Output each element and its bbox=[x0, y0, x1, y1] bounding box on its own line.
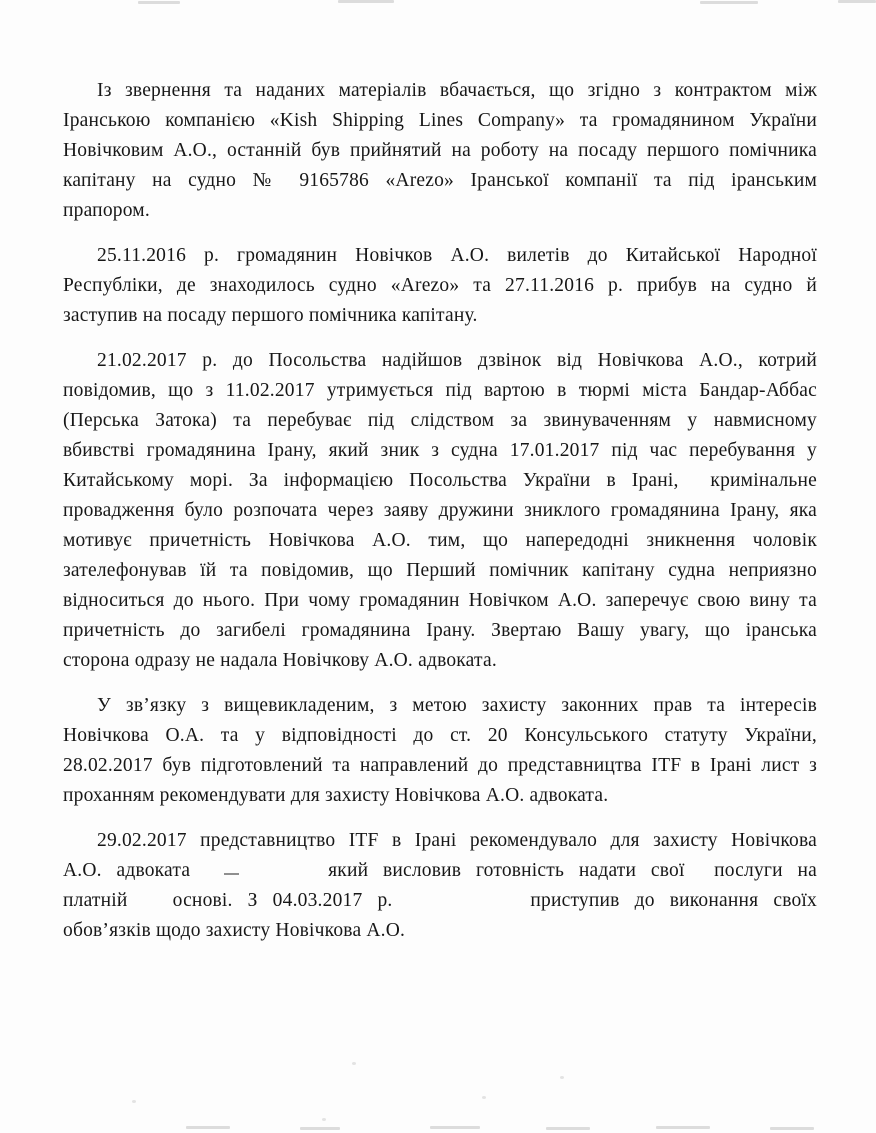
scan-artifact bbox=[138, 1, 180, 4]
scan-speck bbox=[352, 1062, 356, 1065]
text-line: Із звернення та наданих матеріалів вбачається, що згідно з контрактом між bbox=[97, 80, 817, 101]
scan-artifact bbox=[700, 1, 758, 4]
text-line: проханням рекомендувати для захисту Новічкова А.О. адвоката. bbox=[63, 785, 609, 806]
text-line-with-redaction-gap: платній основі. З 04.03.2017 р. приступив до виконання своїх bbox=[63, 890, 817, 911]
scan-artifact bbox=[838, 0, 876, 3]
text-line: капітану на судно № 9165786 «Arezo» Іранської компанії та під іранським bbox=[63, 170, 817, 191]
scan-artifact bbox=[338, 0, 394, 3]
text-line: сторона одразу не надала Новічкову А.О. адвоката. bbox=[63, 650, 497, 671]
text-line: (Перська Затока) та перебуває під слідством за звинуваченням у навмисному bbox=[63, 410, 817, 431]
scan-speck bbox=[132, 1100, 136, 1103]
paragraph bbox=[63, 241, 817, 331]
scan-speck bbox=[482, 1096, 486, 1099]
text-line: Новічкова О.А. та у відповідності до ст. 20 Консульського статуту України, bbox=[63, 725, 817, 746]
text-line: 21.02.2017 р. до Посольства надійшов дзвінок від Новічкова А.О., котрий bbox=[97, 350, 817, 371]
scan-artifact bbox=[300, 1127, 340, 1130]
text-line: У зв’язку з вищевикладеним, з метою захисту законних прав та інтересів bbox=[97, 695, 817, 716]
text-line: Республіки, де знаходилось судно «Arezo» та 27.11.2016 р. прибув на судно й bbox=[63, 275, 817, 296]
text-line: обов’язків щодо захисту Новічкова А.О. bbox=[63, 920, 406, 941]
scan-speck bbox=[322, 1118, 326, 1121]
text-line-with-redaction-gap: А.О. адвоката який висловив готовність надати свої послуги на bbox=[63, 860, 817, 881]
text-line: 29.02.2017 представництво ITF в Ірані рекомендувало для захисту Новічкова bbox=[97, 830, 817, 851]
paragraph bbox=[63, 76, 817, 226]
text-line: заступив на посаду першого помічника капітану. bbox=[63, 305, 478, 326]
text-line: вбивстві громадянина Ірану, який зник з судна 17.01.2017 під час перебування у bbox=[63, 440, 817, 461]
text-line: повідомив, що з 11.02.2017 утримується під вартою в тюрмі міста Бандар-Аббас bbox=[63, 380, 817, 401]
paragraph bbox=[63, 346, 817, 676]
scan-artifact bbox=[770, 1127, 814, 1130]
text-line: причетність до загибелі громадянина Ірану. Звертаю Вашу увагу, що іранська bbox=[63, 620, 817, 641]
text-line: мотивує причетність Новічкова А.О. тим, що напередодні зникнення чоловік bbox=[63, 530, 817, 551]
text-line: прапором. bbox=[63, 200, 150, 221]
paragraph bbox=[63, 691, 817, 811]
text-line: Іранською компанією «Kish Shipping Lines Company» та громадянином України bbox=[63, 110, 817, 131]
text-line: Китайському морі. За інформацією Посольства України в Ірані, кримінальне bbox=[63, 470, 817, 491]
scan-artifact bbox=[186, 1126, 230, 1129]
scan-artifact bbox=[656, 1126, 710, 1129]
text-line: провадження було розпочата через заяву дружини зниклого громадянина Ірану, яка bbox=[63, 500, 817, 521]
text-line: зателефонував їй та повідомив, що Перший помічник капітану судна неприязно bbox=[63, 560, 817, 581]
text-line: Новічковим А.О., останній був прийнятий на роботу на посаду першого помічника bbox=[63, 140, 817, 161]
paragraph bbox=[63, 826, 817, 946]
scan-artifact bbox=[430, 1126, 480, 1129]
letter-body bbox=[63, 76, 817, 961]
text-line: 28.02.2017 був підготовлений та направлений до представництва ITF в Ірані лист з bbox=[63, 755, 817, 776]
text-line: 25.11.2016 р. громадянин Новічков А.О. вилетів до Китайської Народної bbox=[97, 245, 817, 266]
scan-speck bbox=[560, 1076, 564, 1079]
text-line: відноситься до нього. При чому громадянин Новічком А.О. заперечує свою вину та bbox=[63, 590, 817, 611]
scan-artifact bbox=[546, 1127, 590, 1130]
